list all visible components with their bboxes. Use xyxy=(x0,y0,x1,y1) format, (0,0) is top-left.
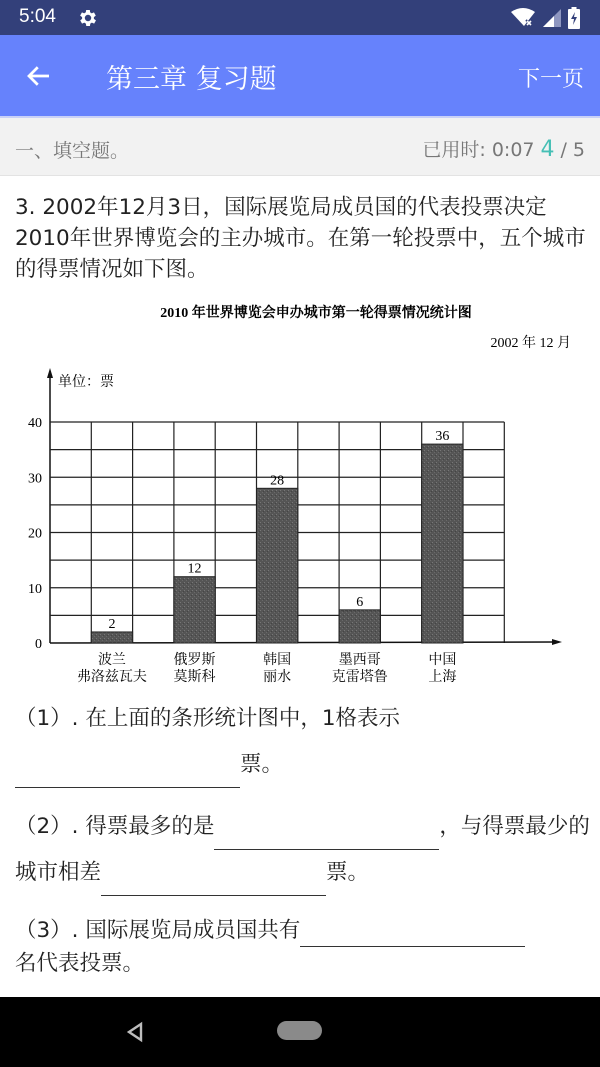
svg-text:10: 10 xyxy=(28,581,42,597)
status-bar xyxy=(0,0,600,35)
next-page-button[interactable]: 下一页 xyxy=(517,67,584,92)
signal-icon xyxy=(542,8,562,28)
svg-text:30: 30 xyxy=(28,471,42,487)
svg-text:20: 20 xyxy=(28,526,42,542)
answer-blank-2b[interactable] xyxy=(101,869,326,896)
page-separator: / xyxy=(560,139,567,161)
svg-text:单位：票: 单位：票 xyxy=(58,375,114,390)
svg-text:0: 0 xyxy=(35,637,42,652)
answer-blank-2a[interactable] xyxy=(214,823,439,850)
svg-text:丽水: 丽水 xyxy=(263,670,292,685)
chart-title: 2010 年世界博览会申办城市第一轮得票情况统计图 xyxy=(160,306,472,321)
total-pages: 5 xyxy=(572,139,585,161)
answer-blank-1[interactable] xyxy=(15,761,240,788)
svg-text:36: 36 xyxy=(435,429,450,445)
question-text: 3. 2002年12月3日，国际展览局成员国的代表投票决定2010年世界博览会的主办城市。在第一轮投票中，五个城市的得票情况如下图。 xyxy=(15,195,586,282)
sub-question-1: （1）. 在上面的条形统计图中，1格表示 票。 xyxy=(15,696,590,788)
svg-text:弗洛兹瓦夫: 弗洛兹瓦夫 xyxy=(76,670,147,685)
page-title: 第三章 复习题 xyxy=(106,64,277,95)
answer-blank-3[interactable] xyxy=(300,920,525,947)
nav-back-icon[interactable] xyxy=(124,1021,146,1043)
chart-subtitle: 2002 年 12 月 xyxy=(490,336,571,351)
svg-text:波兰: 波兰 xyxy=(97,653,126,668)
nav-home-pill[interactable] xyxy=(277,1021,322,1040)
current-page: 4 xyxy=(540,137,555,162)
battery-charging-icon xyxy=(568,7,580,29)
svg-text:俄罗斯: 俄罗斯 xyxy=(173,653,216,668)
svg-text:上海: 上海 xyxy=(428,670,457,685)
elapsed-time: 已用时: 0:07 xyxy=(422,139,535,161)
svg-text:40: 40 xyxy=(28,416,42,431)
gear-icon xyxy=(77,7,99,29)
arrow-left-icon[interactable] xyxy=(24,61,54,91)
svg-text:中国: 中国 xyxy=(428,653,457,668)
svg-text:6: 6 xyxy=(356,594,364,610)
wifi-off-icon xyxy=(510,8,536,28)
svg-text:莫斯科: 莫斯科 xyxy=(173,670,216,685)
sub-question-2: （2）. 得票最多的是 ，与得票最少的城市相差 票。 xyxy=(15,804,590,896)
system-nav-bar xyxy=(0,997,600,1067)
sub-question-3: （3）. 国际展览局成员国共有 名代表投票。 xyxy=(15,914,590,980)
svg-text:墨西哥: 墨西哥 xyxy=(338,653,381,668)
svg-text:12: 12 xyxy=(187,561,202,577)
question-info-bar xyxy=(0,116,600,176)
app-bar xyxy=(0,35,600,116)
svg-text:28: 28 xyxy=(270,473,285,489)
svg-text:克雷塔鲁: 克雷塔鲁 xyxy=(331,670,388,685)
svg-text:韩国: 韩国 xyxy=(263,653,292,668)
progress-info xyxy=(422,135,585,162)
svg-text:2: 2 xyxy=(108,616,116,632)
status-time: 5:04 xyxy=(19,6,56,27)
section-label: 一、填空题。 xyxy=(15,140,130,162)
question-content xyxy=(0,176,600,996)
bar-chart xyxy=(0,294,600,694)
